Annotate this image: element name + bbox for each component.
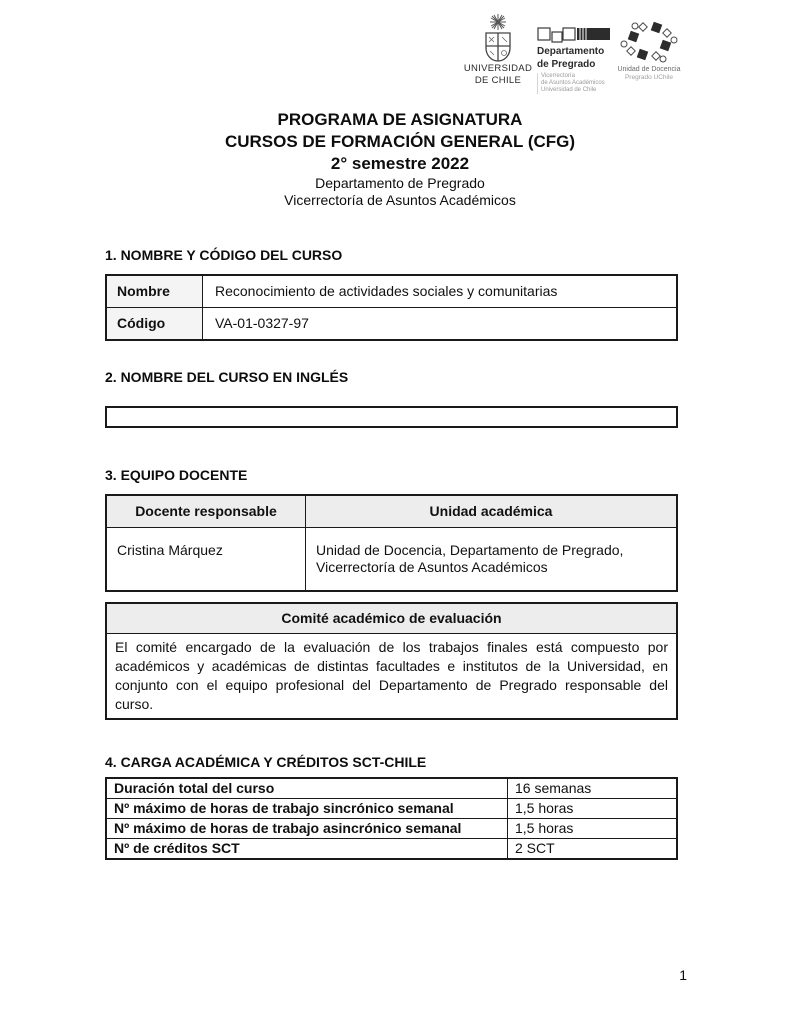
codigo-label-cell: Código xyxy=(107,308,202,339)
pregrado-logo-title-line1: Departamento xyxy=(537,46,605,57)
table-row xyxy=(107,633,676,718)
title-line1: PROGRAMA DE ASIGNATURA xyxy=(277,110,523,129)
pregrado-logo-sub-line3: Universidad de Chile xyxy=(541,87,597,93)
teaching-team-table xyxy=(105,494,678,592)
page-number: 1 xyxy=(679,967,687,983)
uchile-logo xyxy=(456,13,540,86)
table-row xyxy=(107,527,676,590)
uchile-logo-text-line1: UNIVERSIDAD xyxy=(463,63,533,74)
table-row xyxy=(107,276,676,307)
table-row xyxy=(107,838,676,858)
section4-heading: 4. CARGA ACADÉMICA Y CRÉDITOS SCT-CHILE xyxy=(105,754,427,770)
uchile-crest-icon xyxy=(456,13,540,63)
docencia-logo-text-line2: Pregrado UChile xyxy=(624,74,674,81)
title-line2: CURSOS DE FORMACIÓN GENERAL (CFG) xyxy=(224,132,576,151)
section1-heading: 1. NOMBRE Y CÓDIGO DEL CURSO xyxy=(105,247,343,263)
course-name-code-table xyxy=(105,274,678,341)
unidad-docencia-logo xyxy=(611,20,687,82)
horas-sincronico-value-cell: 1,5 horas xyxy=(507,799,676,818)
evaluation-committee-table xyxy=(105,602,678,720)
docencia-logo-text-line1: Unidad de Docencia xyxy=(617,66,681,73)
title-sub-line1: Departamento de Pregrado xyxy=(315,175,485,191)
pregrado-logo-sub-line2: de Asuntos Académicos xyxy=(541,80,605,86)
table-row xyxy=(107,798,676,818)
docente-name-cell: Cristina Márquez xyxy=(117,542,223,558)
section3-heading: 3. EQUIPO DOCENTE xyxy=(105,467,248,483)
docencia-pinwheel-icon xyxy=(611,20,687,64)
document-title-block xyxy=(0,109,800,209)
english-name-empty-box xyxy=(105,406,678,428)
table-row xyxy=(107,779,676,798)
duracion-label-cell: Duración total del curso xyxy=(114,780,275,796)
duracion-value-cell: 16 semanas xyxy=(507,779,676,798)
table-row xyxy=(107,818,676,838)
table-row xyxy=(107,307,676,339)
pregrado-logo xyxy=(537,26,611,94)
uchile-logo-text-line2: DE CHILE xyxy=(474,74,522,86)
creditos-sct-label-cell: Nº de créditos SCT xyxy=(114,840,240,856)
nombre-label-cell: Nombre xyxy=(107,276,202,307)
unidad-academica-header: Unidad académica xyxy=(305,496,676,527)
pregrado-logo-sub-line1: Vicerrectoría xyxy=(541,73,575,79)
horas-sincronico-label-cell: Nº máximo de horas de trabajo sincrónico semanal xyxy=(114,800,454,816)
table-header-row xyxy=(107,496,676,527)
horas-asincronico-value-cell: 1,5 horas xyxy=(507,819,676,838)
comite-body-cell: El comité encargado de la evaluación de los trabajos finales está compuesto por académicos y académicas de distintas facultades e institutos de la Universidad, en conjunto con el equipo profesional del Departamento de Pregrado responsable del curso. xyxy=(115,639,668,712)
title-sub-line2: Vicerrectoría de Asuntos Académicos xyxy=(284,192,516,208)
codigo-value-cell: VA-01-0327-97 xyxy=(202,308,676,339)
comite-header-cell: Comité académico de evaluación xyxy=(107,604,676,633)
horas-asincronico-label-cell: Nº máximo de horas de trabajo asincrónico semanal xyxy=(114,820,462,836)
unidad-academica-cell: Unidad de Docencia, Departamento de Pregrado, Vicerrectoría de Asuntos Académicos xyxy=(305,528,676,590)
nombre-value-cell: Reconocimiento de actividades sociales y comunitarias xyxy=(202,276,676,307)
pregrado-blocks-icon xyxy=(537,26,611,44)
academic-load-table xyxy=(105,777,678,860)
pregrado-logo-title-line2: de Pregrado xyxy=(537,59,596,70)
creditos-sct-value-cell: 2 SCT xyxy=(507,839,676,858)
docente-responsable-header: Docente responsable xyxy=(107,496,305,527)
table-header-row xyxy=(107,604,676,633)
section2-heading: 2. NOMBRE DEL CURSO EN INGLÉS xyxy=(105,369,349,385)
title-line3: 2° semestre 2022 xyxy=(330,154,470,173)
